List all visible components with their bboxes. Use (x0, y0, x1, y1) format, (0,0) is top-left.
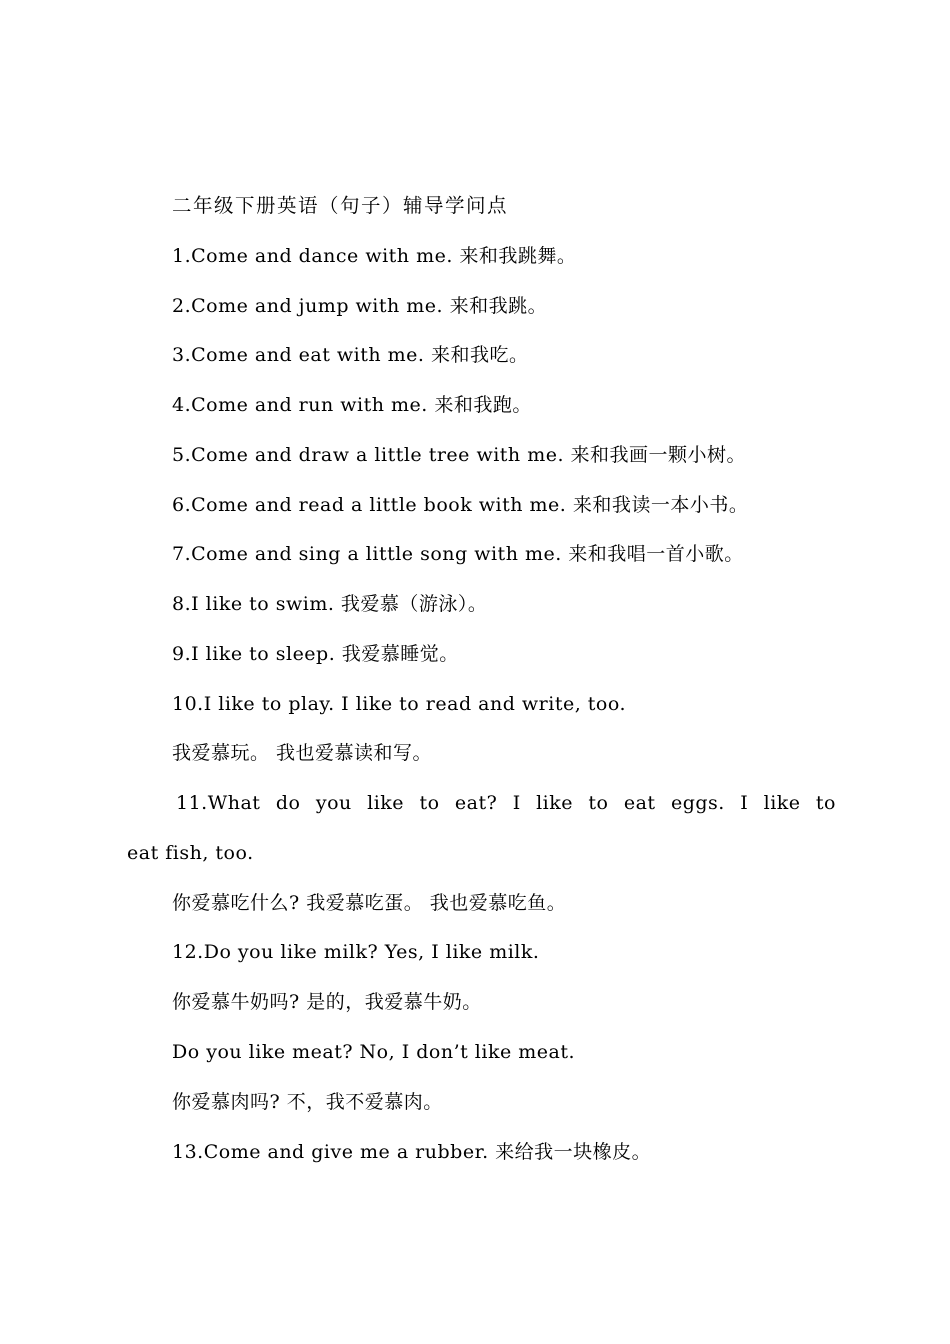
sentence-line: 4.Come and run with me. 来和我跑。 (172, 394, 532, 416)
translation-line: 你爱慕牛奶吗? 是的，我爱慕牛奶。 (172, 991, 482, 1013)
sentence-line: 7.Come and sing a little song with me. 来和我唱一首小歌。 (172, 543, 744, 565)
sentence-line: 9.I like to sleep. 我爱慕睡觉。 (172, 643, 459, 665)
sentence-line: 12.Do you like milk? Yes, I like milk. (172, 941, 540, 963)
sentence-line-continued: eat fish, too. (127, 842, 254, 864)
sentence-line: 1.Come and dance with me. 来和我跳舞。 (172, 245, 577, 267)
sentence-line: 5.Come and draw a little tree with me. 来和我画一颗小树。 (172, 444, 747, 466)
sentence-line: 10.I like to play. I like to read and write, too. (172, 693, 627, 715)
sentence-line: 6.Come and read a little book with me. 来和我读一本小书。 (172, 494, 749, 516)
sentence-line: Do you like meat? No, I don’t like meat. (172, 1041, 576, 1063)
sentence-line: 2.Come and jump with me. 来和我跳。 (172, 295, 548, 317)
sentence-line: 13.Come and give me a rubber. 来给我一块橡皮。 (172, 1141, 652, 1163)
document-title: 二年级下册英语（句子）辅导学问点 (172, 194, 509, 217)
translation-line: 我爱慕玩。 我也爱慕读和写。 (172, 742, 433, 764)
sentence-line: 8.I like to swim. 我爱慕（游泳）。 (172, 593, 488, 615)
translation-line: 你爱慕肉吗? 不，我不爱慕肉。 (172, 1091, 443, 1113)
translation-line: 你爱慕吃什么? 我爱慕吃蛋。 我也爱慕吃鱼。 (172, 892, 567, 914)
sentence-line: 11.What do you like to eat? I like to eat eggs. I like to (176, 792, 836, 814)
sentence-line: 3.Come and eat with me. 来和我吃。 (172, 344, 529, 366)
